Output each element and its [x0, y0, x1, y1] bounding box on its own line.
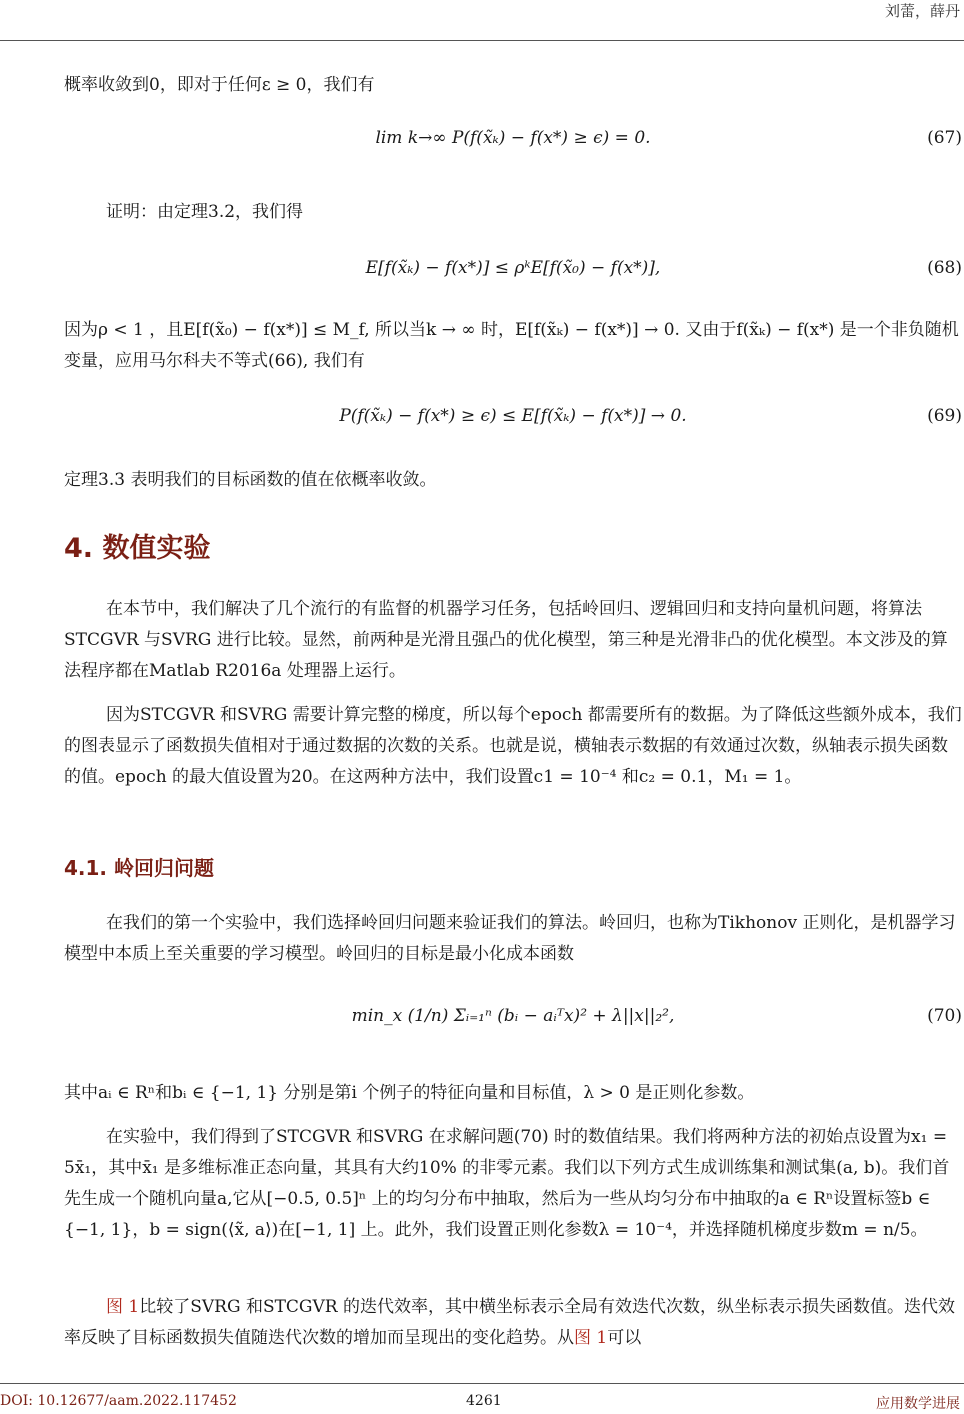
paragraph-experiment-setup: 在实验中，我们得到了STCGVR 和SVRG 在求解问题(70) 时的数值结果。我们将两种方法的初始点设置为x₁ = 5x̄₁，其中x̄₁ 是多维标准正态向量，其具有大约10% 的非零元素。我们以下列方式生成训练集和测试集(a, b)。我们首先生成一个随机向量a,它从[−0.5, 0.5]ⁿ 上的均匀分布中抽取，然后为一些从均匀分布中抽取的a ∈ Rⁿ设置标签b ∈ {−1, 1}，b = sign(⟨x̃, a⟩)在[−1, 1] 上。此外，我们设置正则化参数λ = 10⁻⁴，并选择随机梯度步数m = n/5。	[64, 1127, 950, 1240]
equation-70-number: (70)	[927, 1006, 962, 1026]
equation-69-number: (69)	[927, 406, 962, 426]
equation-69-body: P(f(x̃ₖ) − f(x*) ≥ ϵ) ≤ E[f(x̃ₖ) − f(x*)] → 0.	[339, 406, 687, 426]
paragraph-ridge-intro: 在我们的第一个实验中，我们选择岭回归问题来验证我们的算法。岭回归，也称为Tikhonov 正则化，是机器学习模型中本质上至关重要的学习模型。岭回归的目标是最小化成本函数	[64, 913, 956, 964]
footer-doi[interactable]: DOI: 10.12677/aam.2022.117452	[0, 1393, 237, 1409]
equation-68-number: (68)	[927, 258, 962, 278]
equation-70-body: min_x (1/n) Σᵢ₌₁ⁿ (bᵢ − aᵢᵀx)² + λ||x||₂²,	[351, 1006, 675, 1026]
paragraph-figure1-text2: 可以	[607, 1328, 642, 1348]
footer-rule	[0, 1383, 964, 1384]
equation-67-number: (67)	[927, 128, 962, 148]
footer-journal[interactable]: 应用数学进展	[876, 1396, 960, 1412]
section-heading-4-1: 4.1. 岭回归问题	[64, 856, 214, 880]
paragraph-theorem33: 定理3.3 表明我们的目标函数的值在依概率收敛。	[64, 470, 437, 490]
running-header-authors: 刘蕾，薛丹	[884, 2, 960, 20]
paragraph-figure1-text1: 比较了SVRG 和STCGVR 的迭代效率，其中横坐标表示全局有效迭代次数，纵坐标表示损失函数值。迭代效率反映了目标函数损失值随迭代次数的增加而呈现出的变化趋势。从	[64, 1297, 955, 1348]
figure-1-link[interactable]: 图 1	[106, 1297, 140, 1317]
paragraph-epoch-setup: 因为STCGVR 和SVRG 需要计算完整的梯度，所以每个epoch 都需要所有的数据。为了降低这些额外成本，我们的图表显示了函数损失值相对于通过数据的次数的关系。也就是说，横轴表示数据的有效通过次数，纵轴表示损失函数的值。epoch 的最大值设置为20。在这两种方法中，我们设置c1 = 10⁻⁴ 和c₂ = 0.1，M₁ = 1。	[64, 705, 962, 787]
equation-67	[64, 128, 962, 162]
paragraph-figure1	[64, 1292, 962, 1354]
paragraph-proof: 证明：由定理3.2，我们得	[106, 202, 304, 222]
paragraph-experiments-intro: 在本节中，我们解决了几个流行的有监督的机器学习任务，包括岭回归、逻辑回归和支持向量机问题，将算法STCGVR 与SVRG 进行比较。显然，前两种是光滑且强凸的优化模型，第三种是光滑非凸的优化模型。本文涉及的算法程序都在Matlab R2016a 处理器上运行。	[64, 599, 948, 681]
footer-page-number: 4261	[466, 1393, 502, 1409]
equation-69	[64, 406, 962, 440]
equation-70	[64, 1006, 962, 1040]
paragraph-convergence: 概率收敛到0，即对于任何ε ≥ 0，我们有	[64, 75, 375, 95]
equation-67-body: lim k→∞ P(f(x̃ₖ) − f(x*) ≥ ϵ) = 0.	[375, 128, 651, 148]
paragraph-where: 其中aᵢ ∈ Rⁿ和bᵢ ∈ {−1, 1} 分别是第i 个例子的特征向量和目标值，λ > 0 是正则化参数。	[64, 1083, 755, 1103]
section-heading-4: 4. 数值实验	[64, 533, 211, 564]
header-rule	[0, 40, 964, 41]
figure-1-link-2[interactable]: 图 1	[574, 1328, 608, 1348]
paragraph-markov: 因为ρ < 1 ，且E[f(x̃₀) − f(x*)] ≤ M_f, 所以当k → ∞ 时，E[f(x̃ₖ) − f(x*)] → 0. 又由于f(x̃ₖ) − f(x*) 是一个非负随机变量，应用马尔科夫不等式(66), 我们有	[64, 320, 959, 371]
equation-68	[64, 258, 962, 292]
equation-68-body: E[f(x̃ₖ) − f(x*)] ≤ ρᵏE[f(x̃₀) − f(x*)],	[365, 258, 661, 278]
